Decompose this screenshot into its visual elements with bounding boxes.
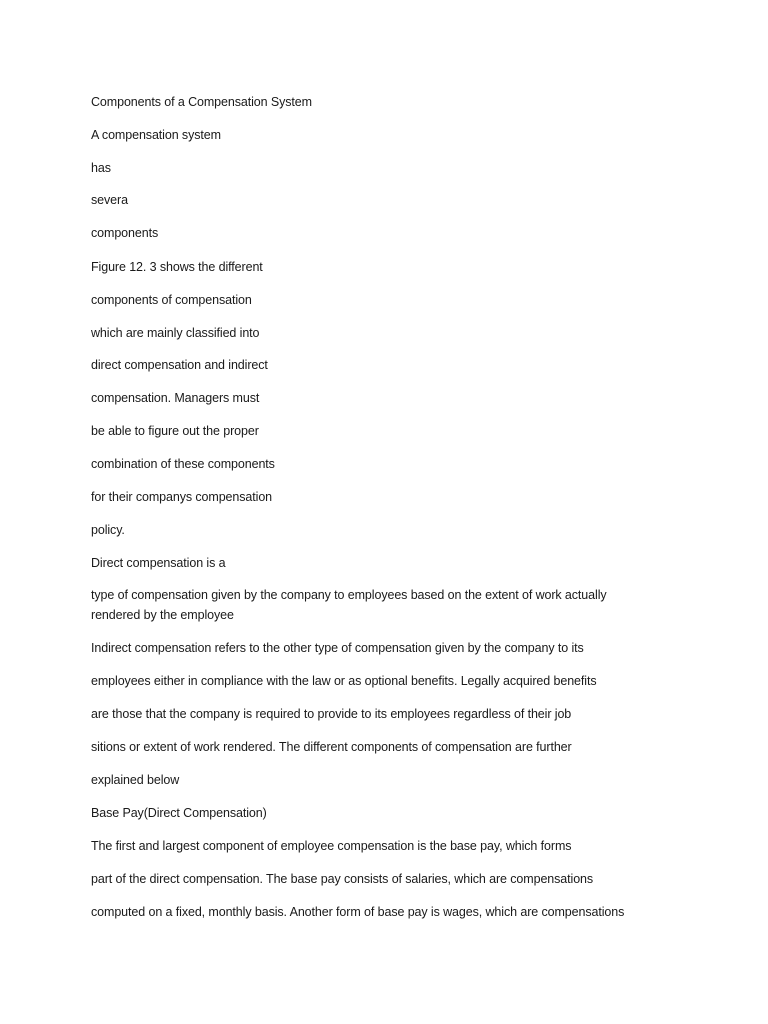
text-line: for their companys compensation <box>91 490 273 504</box>
text-line: severa <box>91 193 128 207</box>
text-line: policy. <box>91 523 125 537</box>
indirect-compensation-line: explained below <box>91 773 180 787</box>
text-line: components <box>91 226 159 240</box>
text-line: be able to figure out the proper <box>91 424 259 438</box>
text-line: A compensation system <box>91 128 221 142</box>
indirect-compensation-line: Indirect compensation refers to the other type of compensation given by the company to its <box>91 641 584 655</box>
direct-compensation-definition: type of compensation given by the company to employees based on the extent of work actually rendered by the employee <box>91 588 607 622</box>
text-line: Direct compensation is a <box>91 556 226 570</box>
text-line: components of compensation <box>91 293 252 307</box>
text-line: compensation. Managers must <box>91 391 260 405</box>
text-line: has <box>91 161 111 175</box>
base-pay-line: computed on a fixed, monthly basis. Another form of base pay is wages, which are compensations <box>91 905 625 919</box>
text-line: direct compensation and indirect <box>91 358 268 372</box>
base-pay-heading: Base Pay(Direct Compensation) <box>91 806 267 820</box>
text-line: which are mainly classified into <box>91 326 260 340</box>
indirect-compensation-line: are those that the company is required to provide to its employees regardless of their job <box>91 707 572 721</box>
base-pay-line: part of the direct compensation. The base pay consists of salaries, which are compensations <box>91 872 594 886</box>
text-line: combination of these components <box>91 457 275 471</box>
text-line: Figure 12. 3 shows the different <box>91 260 263 274</box>
indirect-compensation-line: employees either in compliance with the law or as optional benefits. Legally acquired benefits <box>91 674 597 688</box>
document-title: Components of a Compensation System <box>91 95 312 109</box>
base-pay-line: The first and largest component of employee compensation is the base pay, which forms <box>91 839 572 853</box>
indirect-compensation-line: sitions or extent of work rendered. The different components of compensation are further <box>91 740 572 754</box>
